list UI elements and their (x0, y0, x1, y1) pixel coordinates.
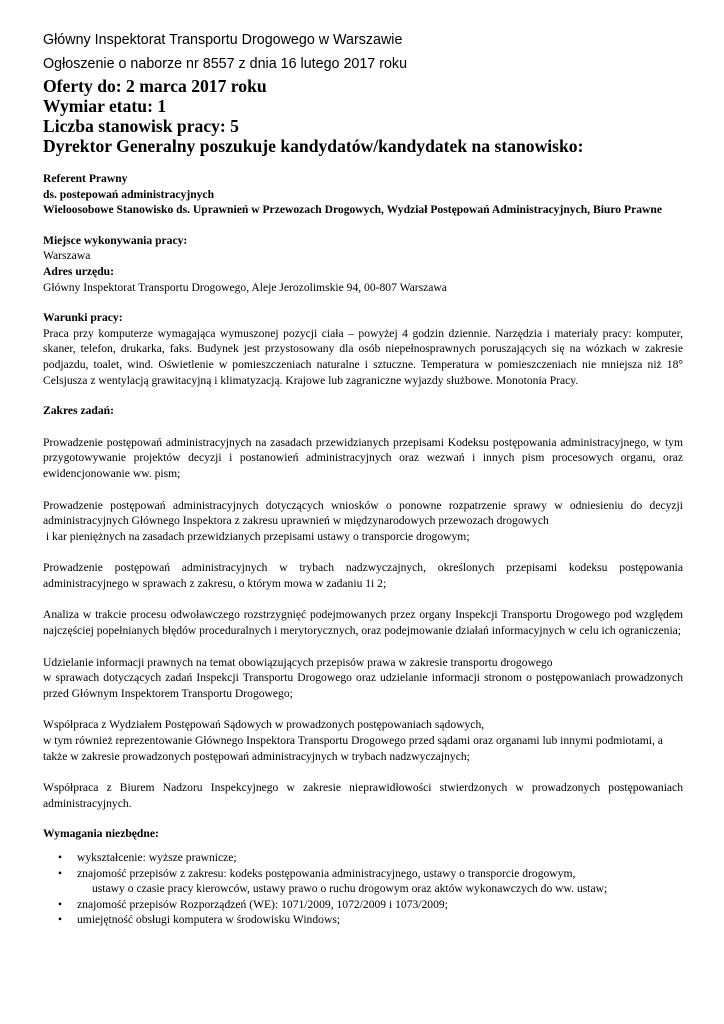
bullet-icon: • (58, 866, 63, 880)
position-unit: Wieloosobowe Stanowisko ds. Uprawnień w Przewozach Drogowych, Wydział Postępowań Administracyjnych, Biuro Prawne (43, 203, 662, 217)
requirement-continuation: ustawy o czasie pracy kierowców, ustawy prawo o ruchu drogowym oraz aktów wykonawczych do ww. ustaw; (92, 882, 608, 896)
duty-item: Prowadzenie postępowań administracyjnych na zasadach przewidzianych przepisami Kodeksu postępowania administracyjnego, w tym przygotowywanie projektów decyzji i postanowień administracyjnych oraz wezwań i innych pism procesowych organu, oraz ewidencjonowanie ww. pism; (43, 435, 683, 480)
recruiter-heading: Dyrektor Generalny poszukuje kandydatów/kandydatek na stanowisko: (43, 136, 584, 156)
requirement-text: wykształcenie: wyższe prawnicze; (77, 851, 237, 864)
requirement-item (43, 850, 683, 866)
duty-item-continuation: w tym również reprezentowanie Głównego Inspektora Transportu Drogowego przed sądami oraz organami lub innymi podmiotami, a także w zakresie prowadzonych postępowań administracyjnych w trybach nadzwyczajnych; (43, 734, 663, 763)
duty-item: Analiza w trakcie procesu odwoławczego rozstrzygnięć podejmowanych przez organy Inspekcji Transportu Drogowego pod względem najczęściej popełnianych błędów proceduralnych i merytorycznych, oraz podejmowanie działań informacyjnych w celu ich ograniczenia; (43, 608, 683, 638)
location-label: Miejsce wykonywania pracy: (43, 233, 188, 247)
notice-number: Ogłoszenie o naborze nr 8557 z dnia 16 lutego 2017 roku (43, 56, 408, 72)
duty-item: Współpraca z Wydziałem Postępowań Sądowych w prowadzonych postępowaniach sądowych, (43, 718, 485, 732)
position-title: Referent Prawny (43, 172, 128, 185)
address-label: Adres urzędu: (43, 264, 114, 278)
duty-item-continuation: w sprawach dotyczących zadań Inspekcji Transportu Drogowego oraz udzielanie informacji stronom o postępowaniach prowadzonych przed Głównym Inspektorem Transportu Drogowego; (43, 671, 683, 700)
bullet-icon: • (58, 851, 63, 864)
duty-item-continuation: i kar pieniężnych na zasadach przewidzianych przepisami ustawy o transporcie drogowym; (43, 529, 470, 543)
conditions-label: Warunki pracy: (43, 311, 123, 325)
requirement-item (43, 912, 683, 928)
requirement-text: znajomość przepisów z zakresu: kodeks postępowania administracyjnego, ustawy o transporcie drogowym, (77, 866, 576, 880)
position-specialization: ds. postepowań administracyjnych (43, 187, 215, 201)
duties-label: Zakres zadań: (43, 404, 114, 418)
offer-deadline: Oferty do: 2 marca 2017 roku (43, 76, 267, 96)
office-address: Główny Inspektorat Transportu Drogowego, Aleje Jerozolimskie 94, 00-807 Warszawa (43, 280, 447, 294)
duty-item: Prowadzenie postępowań administracyjnych dotyczących wniosków o ponowne rozpatrzenie sprawy w odniesieniu do decyzji administracyjnych Głównego Inspektora z zakresu uprawnień w międzynarodowych przewozach drogowych (43, 498, 683, 528)
location-value: Warszawa (43, 249, 91, 263)
requirements-label: Wymagania niezbędne: (43, 827, 159, 841)
positions-count: Liczba stanowisk pracy: 5 (43, 116, 239, 136)
job-fte: Wymiar etatu: 1 (43, 96, 167, 116)
requirement-text: umiejętność obsługi komputera w środowisku Windows; (77, 913, 341, 927)
requirement-item (43, 866, 683, 897)
requirement-text: znajomość przepisów Rozporządzeń (WE): 1071/2009, 1072/2009 i 1073/2009; (77, 897, 448, 911)
announcement-page (43, 28, 683, 928)
bullet-icon: • (58, 913, 63, 927)
institution-name: Główny Inspektorat Transportu Drogowego w Warszawie (43, 32, 403, 48)
bullet-icon: • (58, 897, 63, 911)
requirement-item (43, 897, 683, 913)
duty-item: Współpraca z Biurem Nadzoru Inspekcyjnego w zakresie nieprawidłowości stwierdzonych w prowadzonych postępowaniach administracyjnych. (43, 781, 683, 810)
conditions-text: Praca przy komputerze wymagająca wymuszonej pozycji ciała – powyżej 4 godzin dziennie. Narzędzia i materiały pracy: komputer, skaner, telefon, drukarka, faks. Budynek jest przystosowany dla osób niepełnosprawnych poruszających się na wózkach w zakresie podjazdu, toalet, wind. Oświetlenie w pomieszczeniach naturalne i sztuczne. Temperatura w pomieszczeniach nie mniejsza niż 18° Celsjusza z wentylacją grawitacyjną i klimatyzacją. Krajowe lub zagraniczne wyjazdy służbowe. Monotonia Pracy. (43, 326, 683, 387)
duty-item: Prowadzenie postępowań administracyjnych w trybach nadzwyczajnych, określonych przepisami kodeksu postępowania administracyjnego w sprawach z zakresu, o którym mowa w zadaniu 1i 2; (43, 561, 683, 590)
requirements-list (43, 850, 683, 928)
duty-item: Udzielanie informacji prawnych na temat obowiązujących przepisów prawa w zakresie transportu drogowego (43, 655, 553, 669)
